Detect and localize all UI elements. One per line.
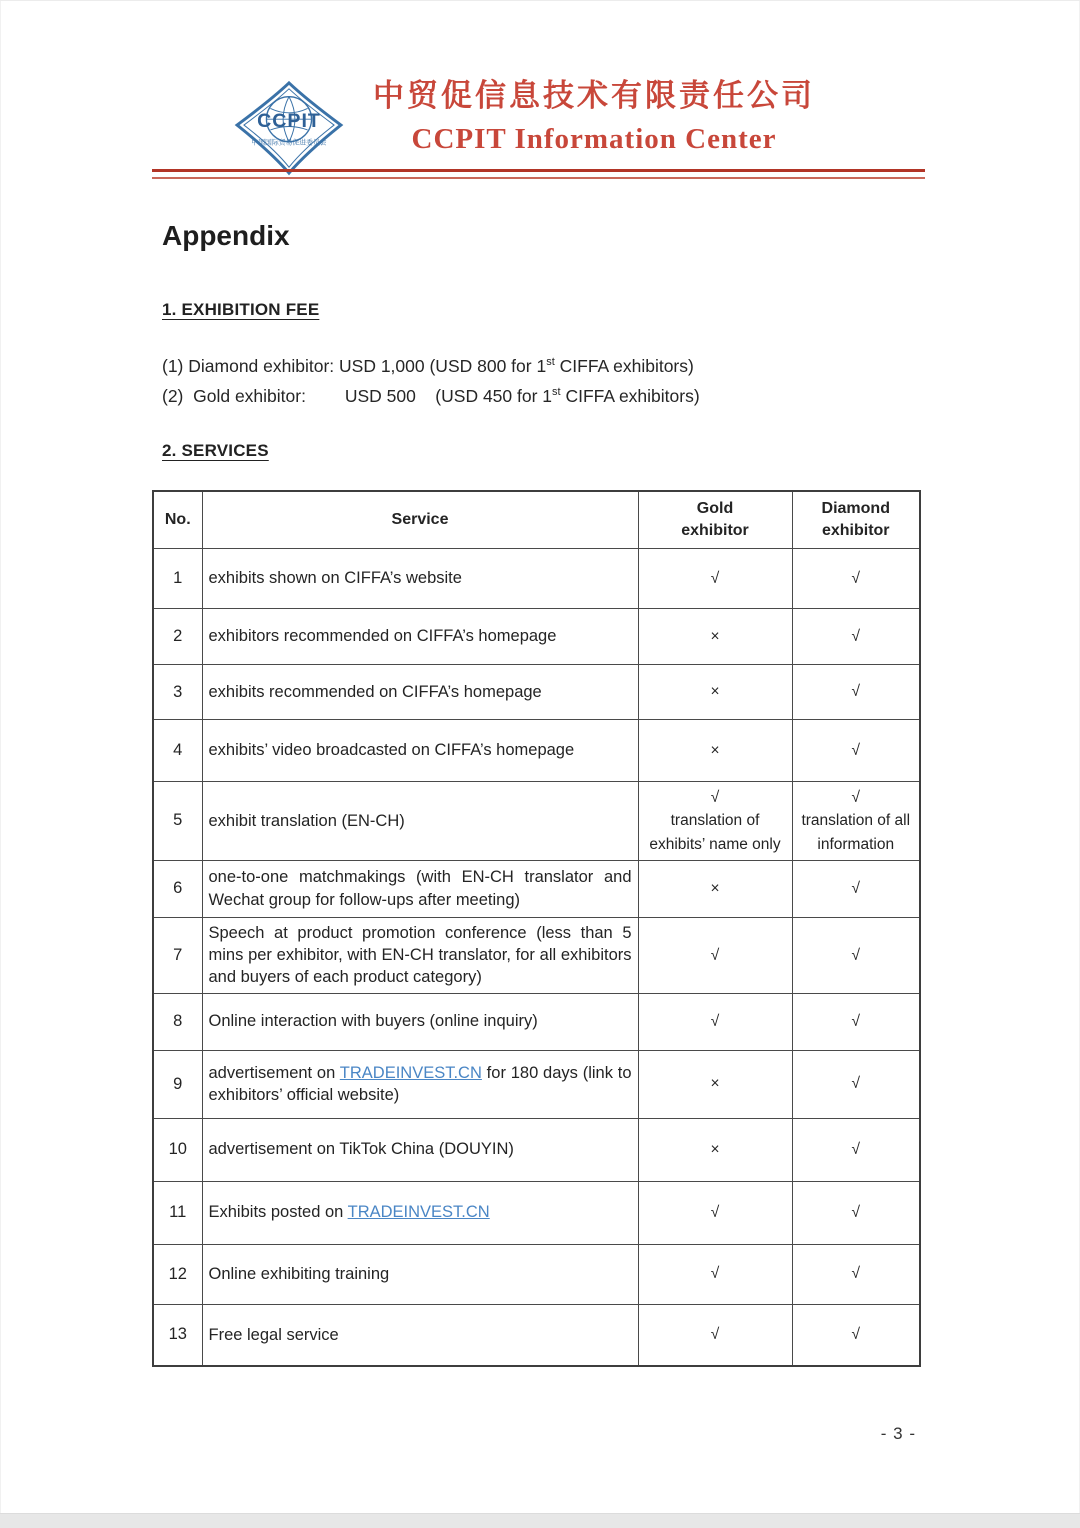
column-header-gold-exhibitor: Gold exhibitor [638,491,792,549]
diamond-exhibitor-mark: √ [792,1244,920,1304]
row-number: 6 [153,860,202,917]
table-row [153,917,920,993]
service-description [202,609,638,665]
diamond-exhibitor-mark: √ [792,1304,920,1366]
row-number: 8 [153,993,202,1050]
row-number: 12 [153,1244,202,1304]
service-text: exhibits’ video broadcasted on CIFFA’s homepage [208,741,575,760]
column-header-service: Service [202,491,638,549]
service-description [202,665,638,720]
services-table-body [153,549,920,1367]
column-header-diamond-exhibitor: Diamond exhibitor [792,491,920,549]
service-text: exhibitors recommended on CIFFA’s homepage [208,627,557,646]
table-row [153,782,920,861]
row-number: 3 [153,665,202,720]
tradeinvest-link[interactable]: TRADEINVEST.CN [339,1063,482,1082]
service-description [202,1118,638,1181]
row-number: 13 [153,1304,202,1366]
diamond-exhibitor-mark: √ [792,1118,920,1181]
page-title: Appendix [162,220,290,251]
diamond-exhibitor-mark: √ [792,609,920,665]
gold-exhibitor-mark: √ [638,1244,792,1304]
table-row [153,720,920,782]
diamond-exhibitor-mark: √ translation of all information [792,782,920,861]
service-description [202,860,638,917]
service-text: exhibits recommended on CIFFA’s homepage [208,682,542,701]
table-row [153,665,920,720]
header-divider-line-thin [152,177,925,179]
row-number: 9 [153,1050,202,1118]
column-header-no: No. [153,491,202,549]
service-description [202,993,638,1050]
section-heading-services: 2. SERVICES [162,441,269,460]
diamond-exhibitor-mark: √ [792,665,920,720]
fee-line-gold: (2) Gold exhibitor: USD 500 (USD 450 for 1st CIFFA exhibitors) [162,386,700,406]
row-number: 5 [153,782,202,861]
fee-line-diamond: (1) Diamond exhibitor: USD 1,000 (USD 800 for 1st CIFFA exhibitors) [162,356,694,376]
letterhead [368,78,820,156]
table-row [153,993,920,1050]
company-name-chinese: 中贸促信息技术有限责任公司 [373,78,815,113]
diamond-exhibitor-mark: √ [792,549,920,609]
table-row [153,1304,920,1366]
diamond-exhibitor-mark: √ [792,993,920,1050]
gold-exhibitor-mark: × [638,720,792,782]
service-description [202,1181,638,1244]
service-description [202,782,638,861]
service-text: exhibits shown on CIFFA’s website [208,569,462,588]
table-row [153,1050,920,1118]
row-number: 2 [153,609,202,665]
services-table [152,490,921,1367]
page-number: - 3 - [880,1424,916,1443]
ccpit-logo-icon [230,80,348,176]
logo-subtext: 中国国际贸易促进委员会 [251,139,327,147]
row-number: 10 [153,1118,202,1181]
table-row [153,1244,920,1304]
table-header-row [153,491,920,549]
gold-exhibitor-mark: √ [638,993,792,1050]
service-text: Speech at product promotion conference (less than 5 mins per exhibitor, with EN-CH translator, for all exhibitors and buyers of each product category) [208,923,632,987]
service-description [202,917,638,993]
logo-acronym-text: CCPIT [257,110,321,133]
service-text: exhibit translation (EN-CH) [208,811,405,830]
service-text: Online interaction with buyers (online inquiry) [208,1012,538,1031]
service-description [202,549,638,609]
gold-exhibitor-mark: √ [638,917,792,993]
service-text: Free legal service [208,1325,339,1344]
scan-edge [0,1513,1080,1528]
row-number: 7 [153,917,202,993]
table-row [153,609,920,665]
service-text: one-to-one matchmakings (with EN-CH translator and Wechat group for follow-ups after meeting) [208,868,632,909]
gold-exhibitor-mark: × [638,1118,792,1181]
gold-exhibitor-mark: × [638,665,792,720]
header-divider-line-thick [152,169,925,172]
gold-exhibitor-mark: × [638,609,792,665]
service-description [202,1050,638,1118]
diamond-exhibitor-mark: √ [792,1050,920,1118]
gold-exhibitor-mark: × [638,1050,792,1118]
row-number: 11 [153,1181,202,1244]
gold-exhibitor-mark: √ [638,549,792,609]
service-text: advertisement on TikTok China (DOUYIN) [208,1140,514,1159]
gold-exhibitor-mark: √ [638,1304,792,1366]
service-description [202,1244,638,1304]
table-row [153,1181,920,1244]
service-text: advertisement on [208,1063,340,1082]
row-number: 4 [153,720,202,782]
diamond-exhibitor-mark: √ [792,917,920,993]
service-text: for 180 days (link to exhibitors’ official website) [208,1063,632,1105]
gold-exhibitor-mark: √ translation of exhibits’ name only [638,782,792,861]
diamond-exhibitor-mark: √ [792,1181,920,1244]
company-name-english: CCPIT Information Center [411,122,777,155]
service-text: Online exhibiting training [208,1264,390,1283]
gold-exhibitor-mark: × [638,860,792,917]
gold-exhibitor-mark: √ [638,1181,792,1244]
table-row [153,860,920,917]
service-description [202,1304,638,1366]
diamond-exhibitor-mark: √ [792,860,920,917]
row-number: 1 [153,549,202,609]
tradeinvest-link[interactable]: TRADEINVEST.CN [347,1203,490,1222]
service-text: Exhibits posted on [208,1203,348,1222]
service-description [202,720,638,782]
section-heading-exhibition-fee: 1. EXHIBITION FEE [162,300,320,319]
table-row [153,549,920,609]
diamond-exhibitor-mark: √ [792,720,920,782]
table-row [153,1118,920,1181]
